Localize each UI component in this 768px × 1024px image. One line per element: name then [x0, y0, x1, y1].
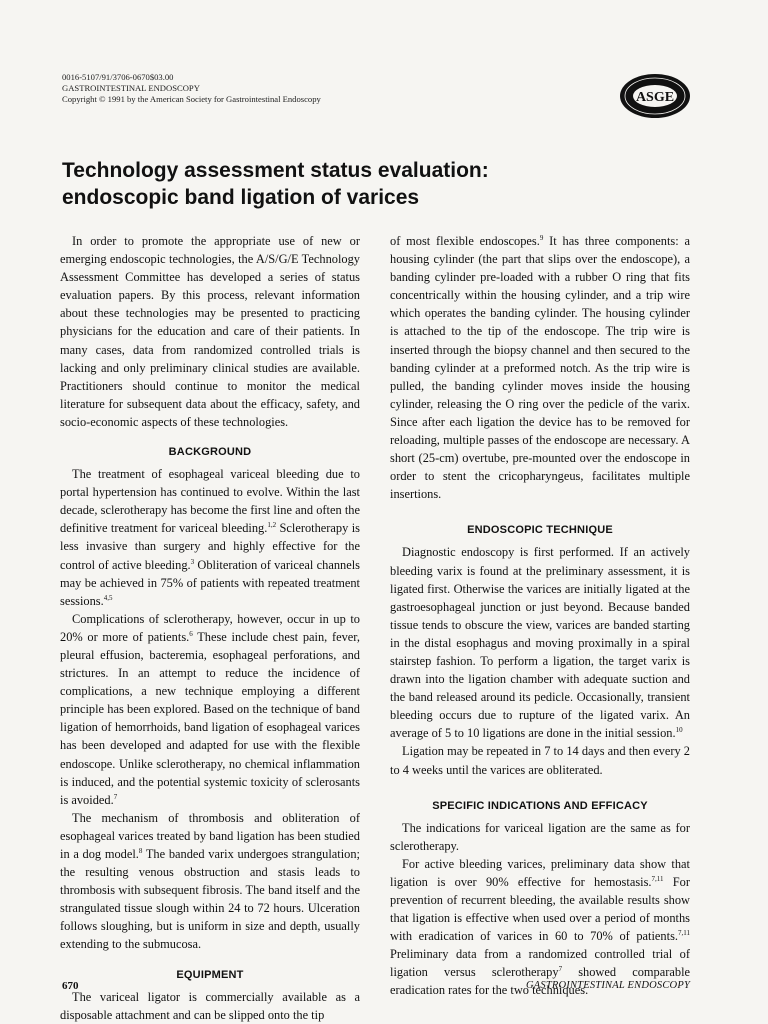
left-column: [60, 232, 360, 1024]
equipment-paragraph-1: The variceal ligator is commercially available as a disposable attachment and can be slipped onto the tip: [60, 989, 360, 1022]
background-paragraph-3: The mechanism of thrombosis and obliteration of esophageal varices treated by band ligation has been studied in a dog model.$^8$ The banded varix undergoes strangulation; the resulting venous obstruction and stasis leads to thrombosis with subsequent fibrosis. The band itself and the strangulated tissue slough within 24 to 72 hours. Ulceration follows sloughing, but is uniform in size and depth, usually extending to the submucosa.: [60, 810, 360, 952]
journal-header: [62, 72, 321, 105]
technique-paragraph-1: Diagnostic endoscopy is first performed. If an actively bleeding varix is found at the preliminary assessment, it is ligated first. Otherwise the varices are initially ligated at the gastroesophageal junction or just beyond. Because banded tissue tends to obscure the view, varices are banded starting in the distal esophagus and moving proximally in a spiral stairstep fashion. To perform a ligation, the target varix is drawn into the ligation chamber with adequate suction and the band released around its pedicle. Occasionally, transient bleeding occurs due to rupture of the ligated varix. An average of 5 to 10 ligations are done in the initial session.$^{10}$: [390, 545, 690, 741]
intro-paragraph: In order to promote the appropriate use of new or emerging endoscopic technologies, the A/S/G/E Technology Assessment Committee has developed a series of status evaluation papers. By this process, relevant information about these technologies may be presented to practicing physicians for the education and care of their patients. In many cases, data from randomized controlled trials is lacking and only preliminary clinical studies are available. Practitioners should continue to monitor the medical literature for subsequent data about the efficacy, safety, and socio-economic aspects of these technologies.: [60, 234, 360, 429]
title-line-1: Technology assessment status evaluation:: [62, 159, 489, 182]
equipment-paragraph-continued: of most flexible endoscopes.$^9$ It has three components: a housing cylinder (the part that slips over the endoscope), a banding cylinder pre-loaded with a rubber O ring that fits concentrically within the housing cylinder, and a trip wire which operates the banding cylinder. The housing cylinder is attached to the tip of the endoscope. The trip wire is inserted through the biopsy channel and then secured to the banding cylinder at a preformed notch. As the trip wire is pulled, the banding cylinder moves inside the housing cylinder, releasing the O ring over the pedicle of the varix. Since after each ligation the device has to be removed for reloading, multiple passes of the endoscope are necessary. A short (25-cm) overtube, pre-mounted over the endoscope in order to stent the cricopharyngeus, facilitates multiple insertions.: [390, 233, 690, 502]
technique-paragraph-2: Ligation may be repeated in 7 to 14 days and then every 2 to 4 weeks until the varices are obliterated.: [390, 744, 690, 777]
indications-paragraph-1: The indications for variceal ligation are the same as for sclerotherapy.: [390, 820, 690, 853]
svg-text:ASGE: ASGE: [635, 90, 675, 105]
page-number: 670: [62, 980, 79, 992]
section-heading-indications: SPECIFIC INDICATIONS AND EFFICACY: [432, 799, 648, 812]
asge-seal-logo: [618, 72, 692, 120]
title-line-2: endoscopic band ligation of varices: [62, 186, 420, 209]
indications-paragraph-2: For active bleeding varices, preliminary data show that ligation is over 90% effective for hemostasis.$^{7,11}$ For prevention of recurrent bleeding, the available results show that ligation is effective when used over a period of months with eradication of varices in 60 to 70% of patients.$^{7,11}$ Preliminary data from a randomized controlled trial of ligation versus sclerotherapy$^7$ showed comparable eradication rates for the two techniques.: [390, 856, 691, 998]
section-heading-background: BACKGROUND: [168, 446, 252, 459]
article-title: [62, 157, 662, 211]
background-paragraph-1: The treatment of esophageal variceal bleeding due to portal hypertension has continued to evolve. Within the last decade, sclerotherapy has become the first line and often the definitive treatment for variceal bleeding.$^{1,2}$ Sclerotherapy is less invasive than surgery and highly effective for the control of active bleeding.$^3$ Obliteration of variceal channels may be achieved in 75% of patients with repeated treatment sessions.$^{4,5}$: [60, 467, 360, 608]
journal-name-line: GASTROINTESTINAL ENDOSCOPY: [62, 83, 200, 93]
background-paragraph-2: Complications of sclerotherapy, however, occur in up to 20% or more of patients.$^6$ These include chest pain, fever, pleural effusion, bacteremia, esophageal perforations, and strictures. In an attempt to reduce the incidence of complications, a new technique employing a different principle has been explored. Based on the technique of band ligation of hemorrhoids, band ligation of esophageal varices has been developed and adapted for use with the flexible endoscope. Unlike sclerotherapy, no chemical inflammation is induced, and the potential systemic toxicity of sclerosants is avoided.$^7$: [60, 611, 361, 807]
copyright-line: Copyright © 1991 by the American Society for Gastrointestinal Endoscopy: [62, 94, 321, 104]
right-column: [390, 232, 690, 1000]
section-heading-equipment: EQUIPMENT: [176, 968, 244, 981]
running-footer-journal: GASTROINTESTINAL ENDOSCOPY: [526, 980, 690, 991]
issn-line: 0016-5107/91/3706-0670$03.00: [62, 72, 174, 82]
section-heading-technique: ENDOSCOPIC TECHNIQUE: [467, 524, 613, 537]
